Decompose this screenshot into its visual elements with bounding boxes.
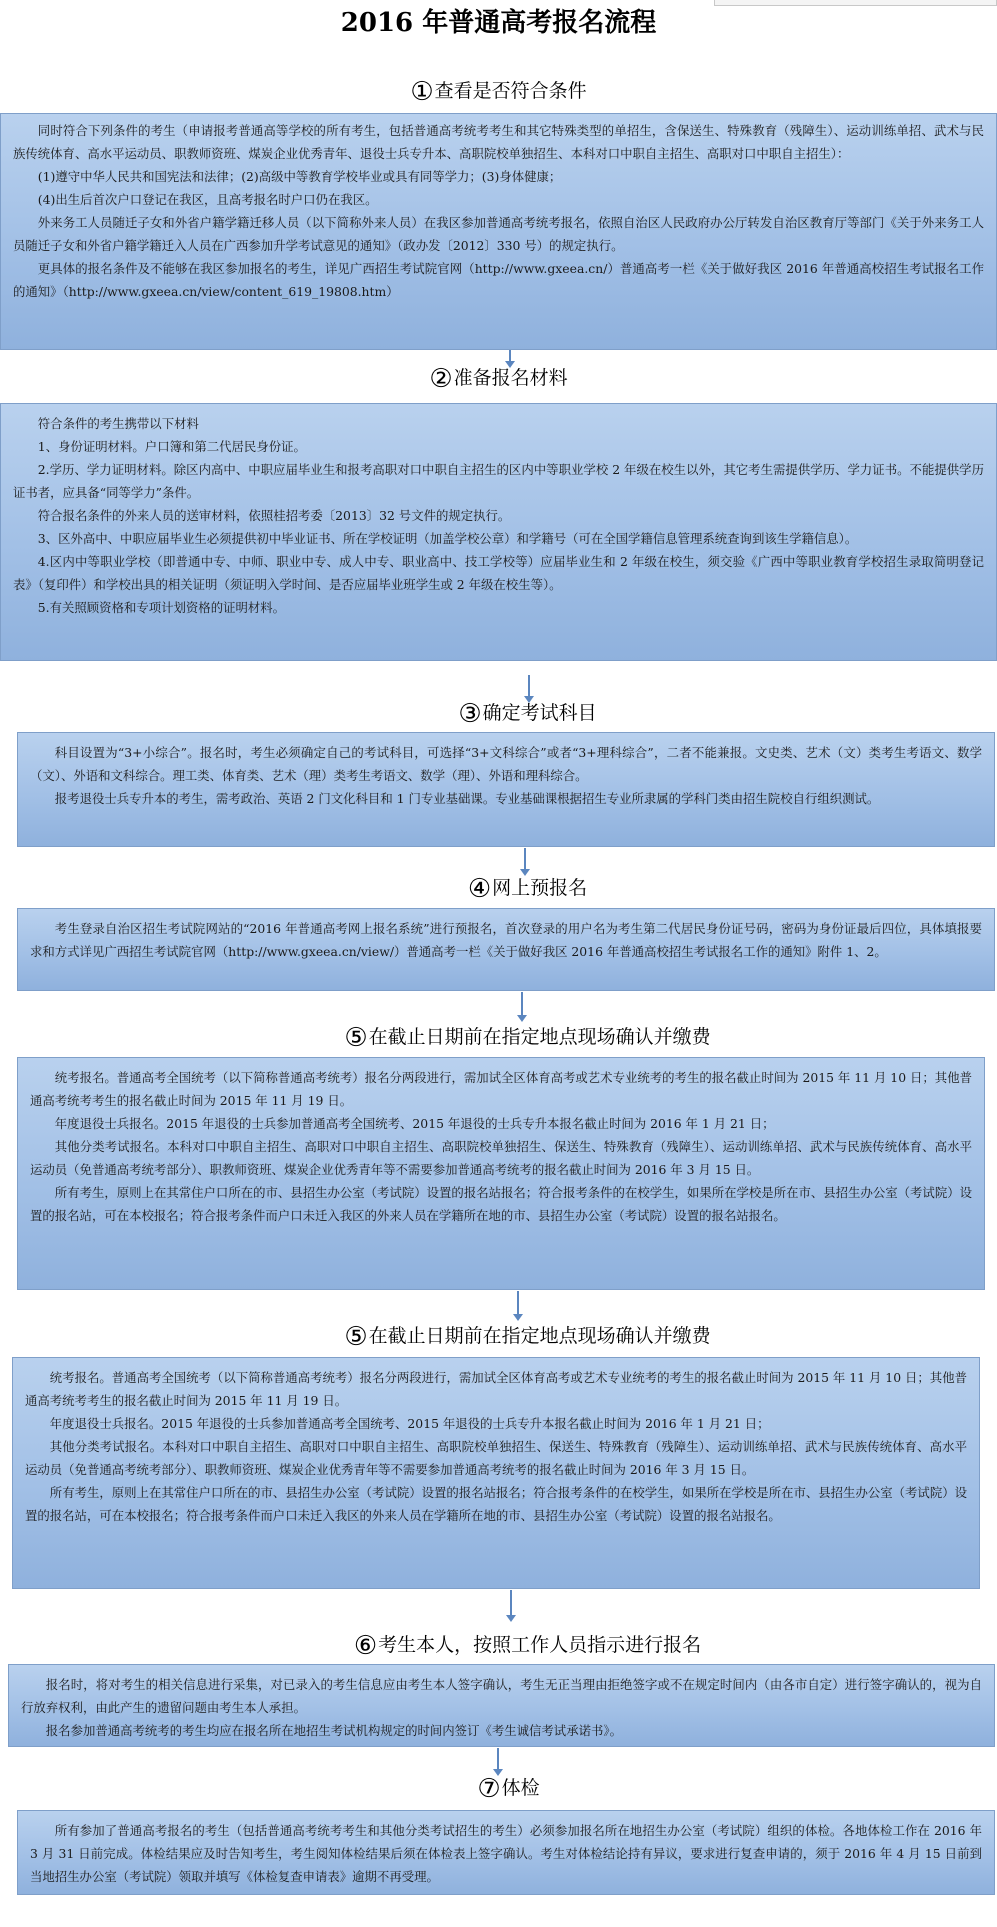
paragraph: 报考退役士兵专升本的考生，需考政治、英语 2 门文化科目和 1 门专业基础课。专业基础课根据招生专业所隶属的学科门类由招生院校自行组织测试。 [54,791,880,806]
step-2-number: ② [429,364,453,394]
step-3-box [17,732,995,847]
paragraph: 所有考生，原则上在其常住户口所在的市、县招生办公室（考试院）设置的报名站报名；符合报考条件的在校学生，如果所在学校是所在市、县招生办公室（考试院）设置的报名站，可在本校报名；符合报考条件而户口未迁入我区的外来人员在学籍所在地的市、县招生办公室（考试院）设置的报名站报名。 [25,1485,967,1523]
paragraph: 科目设置为“3+小综合”。报名时，考生必须确定自己的考试科目，可选择“3+文科综合”或者“3+理科综合”，二者不能兼报。文史类、艺术（文）类考生考语文、数学（文）、外语和文科综合。理工类、体育类、艺术（理）类考生考语文、数学（理）、外语和理科综合。 [30,745,982,783]
paragraph: 报名参加普通高考统考的考生均应在报名所在地招生考试机构规定的时间内签订《考生诚信考试承诺书》。 [45,1723,622,1738]
paragraph: (1)遵守中华人民共和国宪法和法律；(2)高级中等教育学校毕业或具有同等学力；(3)身体健康； [37,169,562,184]
flow-arrow [524,848,526,870]
flow-arrow [528,675,530,697]
step-5-number: ⑤ [344,1023,368,1053]
step-5-heading [0,1024,997,1051]
paragraph: 符合报名条件的外来人员的送审材料，依照桂招考委〔2013〕32 号文件的规定执行。 [37,508,511,523]
step-5-repeat-number: ⑤ [344,1322,368,1352]
paragraph: 符合条件的考生携带以下材料 [37,416,199,431]
paragraph: 统考报名。普通高考全国统考（以下简称普通高考统考）报名分两段进行，需加试全区体育高考或艺术专业统考的考生的报名截止时间为 2015 年 11 月 10 日；其他普通高考统考考生的报名截止时间为 2015 年 11 月 19 日。 [25,1370,967,1408]
step-6-title: 考生本人，按照工作人员指示进行报名 [378,1634,702,1656]
paragraph: 2.学历、学力证明材料。除区内高中、中职应届毕业生和报考高职对口中职自主招生的区内中等职业学校 2 年级在校生以外，其它考生需提供学历、学力证书。不能提供学历证书者，应具备“同等学力”条件。 [13,462,984,500]
paragraph: 同时符合下列条件的考生（申请报考普通高等学校的所有考生，包括普通高考统考考生和其它特殊类型的单招生，含保送生、特殊教育（残障生）、运动训练单招、武术与民族传统体育、高水平运动员、职教师资班、煤炭企业优秀青年、退役士兵专升本、高职院校单独招生、本科对口中职自主招生、高职对口中职自主招生）： [13,123,984,161]
paragraph: (4)出生后首次户口登记在我区，且高考报名时户口仍在我区。 [37,192,378,207]
paragraph: 其他分类考试报名。本科对口中职自主招生、高职对口中职自主招生、高职院校单独招生、保送生、特殊教育（残障生）、运动训练单招、武术与民族传统体育、高水平运动员（免普通高考统考部分）、职教师资班、煤炭企业优秀青年等不需要参加普通高考统考的报名截止时间为 2016 年 3 月 15 日。 [25,1439,967,1477]
step-5-repeat-heading [0,1323,997,1350]
step-1-box [0,113,997,350]
step-5-box [17,1057,985,1290]
step-5-title: 在截止日期前在指定地点现场确认并缴费 [368,1026,711,1048]
step-2-heading [0,365,997,392]
step-2-title: 准备报名材料 [453,367,568,389]
paragraph: 1、身份证明材料。户口簿和第二代居民身份证。 [37,439,306,454]
flow-arrow [509,350,511,362]
paragraph: 年度退役士兵报名。2015 年退役的士兵参加普通高考全国统考、2015 年退役的士兵专升本报名截止时间为 2016 年 1 月 21 日； [49,1416,770,1431]
paragraph: 统考报名。普通高考全国统考（以下简称普通高考统考）报名分两段进行，需加试全区体育高考或艺术专业统考的考生的报名截止时间为 2015 年 11 月 10 日；其他普通高考统考考生的报名截止时间为 2015 年 11 月 19 日。 [30,1070,972,1108]
paragraph: 其他分类考试报名。本科对口中职自主招生、高职对口中职自主招生、高职院校单独招生、保送生、特殊教育（残障生）、运动训练单招、武术与民族传统体育、高水平运动员（免普通高考统考部分）、职教师资班、煤炭企业优秀青年等不需要参加普通高考统考的报名截止时间为 2016 年 3 月 15 日。 [30,1139,972,1177]
paragraph: 4.区内中等职业学校（即普通中专、中师、职业中专、成人中专、职业高中、技工学校等）应届毕业生和 2 年级在校生，须交验《广西中等职业教育学校招生录取简明登记表》（复印件）和学校出具的相关证明（须证明入学时间、是否应届毕业班学生或 2 年级在校生等）。 [13,554,984,592]
flow-arrow [517,1291,519,1315]
flow-arrow [497,1748,499,1770]
step-4-title: 网上预报名 [492,877,588,899]
flow-arrow [510,1590,512,1616]
step-5-repeat-box [12,1357,980,1589]
paragraph: 更具体的报名条件及不能够在我区参加报名的考生，详见广西招生考试院官网（http://www.gxeea.cn/）普通高考一栏《关于做好我区 2016 年普通高校招生考试报名工作的通知》（http://www.gxeea.cn/view/content_619_19808.htm） [13,261,984,299]
step-4-heading [0,875,997,902]
paragraph: 外来务工人员随迁子女和外省户籍学籍迁移人员（以下简称外来人员）在我区参加普通高考统考报名，依照自治区人民政府办公厅转发自治区教育厅等部门《关于外来务工人员随迁子女和外省户籍学籍迁入人员在广西参加升学考试意见的通知》（政办发〔2012〕330 号）的规定执行。 [13,215,984,253]
step-7-number: ⑦ [477,1774,501,1804]
paragraph: 5.有关照顾资格和专项计划资格的证明材料。 [37,600,286,615]
step-7-heading [0,1775,997,1802]
paragraph: 所有参加了普通高考报名的考生（包括普通高考统考考生和其他分类考试招生的考生）必须参加报名所在地招生办公室（考试院）组织的体检。各地体检工作在 2016 年 3 月 31 日前完成。体检结果应及时告知考生，考生阅知体检结果后须在体检表上签字确认。考生对体检结论持有异议，要求进行复查申请的，须于 2016 年 4 月 15 日前到当地招生办公室（考试院）领取并填写《体检复查申请表》逾期不再受理。 [30,1823,982,1884]
step-2-box [0,403,997,661]
step-6-number: ⑥ [353,1631,378,1661]
step-4-number: ④ [467,874,492,904]
paragraph: 考生登录自治区招生考试院网站的“2016 年普通高考网上报名系统”进行预报名，首次登录的用户名为考生第二代居民身份证号码，密码为身份证最后四位，具体填报要求和方式详见广西招生考试院官网（http://www.gxeea.cn/view/）普通高考一栏《关于做好我区 2016 年普通高校招生考试报名工作的通知》附件 1、2。 [30,921,982,959]
step-1-heading [0,78,997,105]
paragraph: 报名时，将对考生的相关信息进行采集，对已录入的考生信息应由考生本人签字确认，考生无正当理由拒绝签字或不在规定时间内（由各市自定）进行签字确认的，视为自行放弃权利，由此产生的遗留问题由考生本人承担。 [21,1677,982,1715]
step-6-heading [0,1632,997,1659]
step-7-title: 体检 [501,1777,540,1799]
step-4-box [17,908,995,991]
step-3-heading [0,700,997,727]
step-3-number: ③ [458,699,482,729]
flow-arrow [521,992,523,1016]
paragraph: 3、区外高中、中职应届毕业生必须提供初中毕业证书、所在学校证明（加盖学校公章）和学籍号（可在全国学籍信息管理系统查询到该生学籍信息）。 [37,531,858,546]
page-title: 2016 年普通高考报名流程 [340,8,657,38]
step-5-repeat-title: 在截止日期前在指定地点现场确认并缴费 [368,1325,711,1347]
step-3-title: 确定考试科目 [482,702,597,724]
paragraph: 所有考生，原则上在其常住户口所在的市、县招生办公室（考试院）设置的报名站报名；符合报考条件的在校学生，如果所在学校是所在市、县招生办公室（考试院）设置的报名站，可在本校报名；符合报考条件而户口未迁入我区的外来人员在学籍所在地的市、县招生办公室（考试院）设置的报名站报名。 [30,1185,972,1223]
step-1-title: 查看是否符合条件 [434,80,587,102]
step-1-number: ① [410,77,434,107]
step-6-box [8,1664,995,1747]
paragraph: 年度退役士兵报名。2015 年退役的士兵参加普通高考全国统考、2015 年退役的士兵专升本报名截止时间为 2016 年 1 月 21 日； [54,1116,775,1131]
step-7-box [17,1810,995,1895]
